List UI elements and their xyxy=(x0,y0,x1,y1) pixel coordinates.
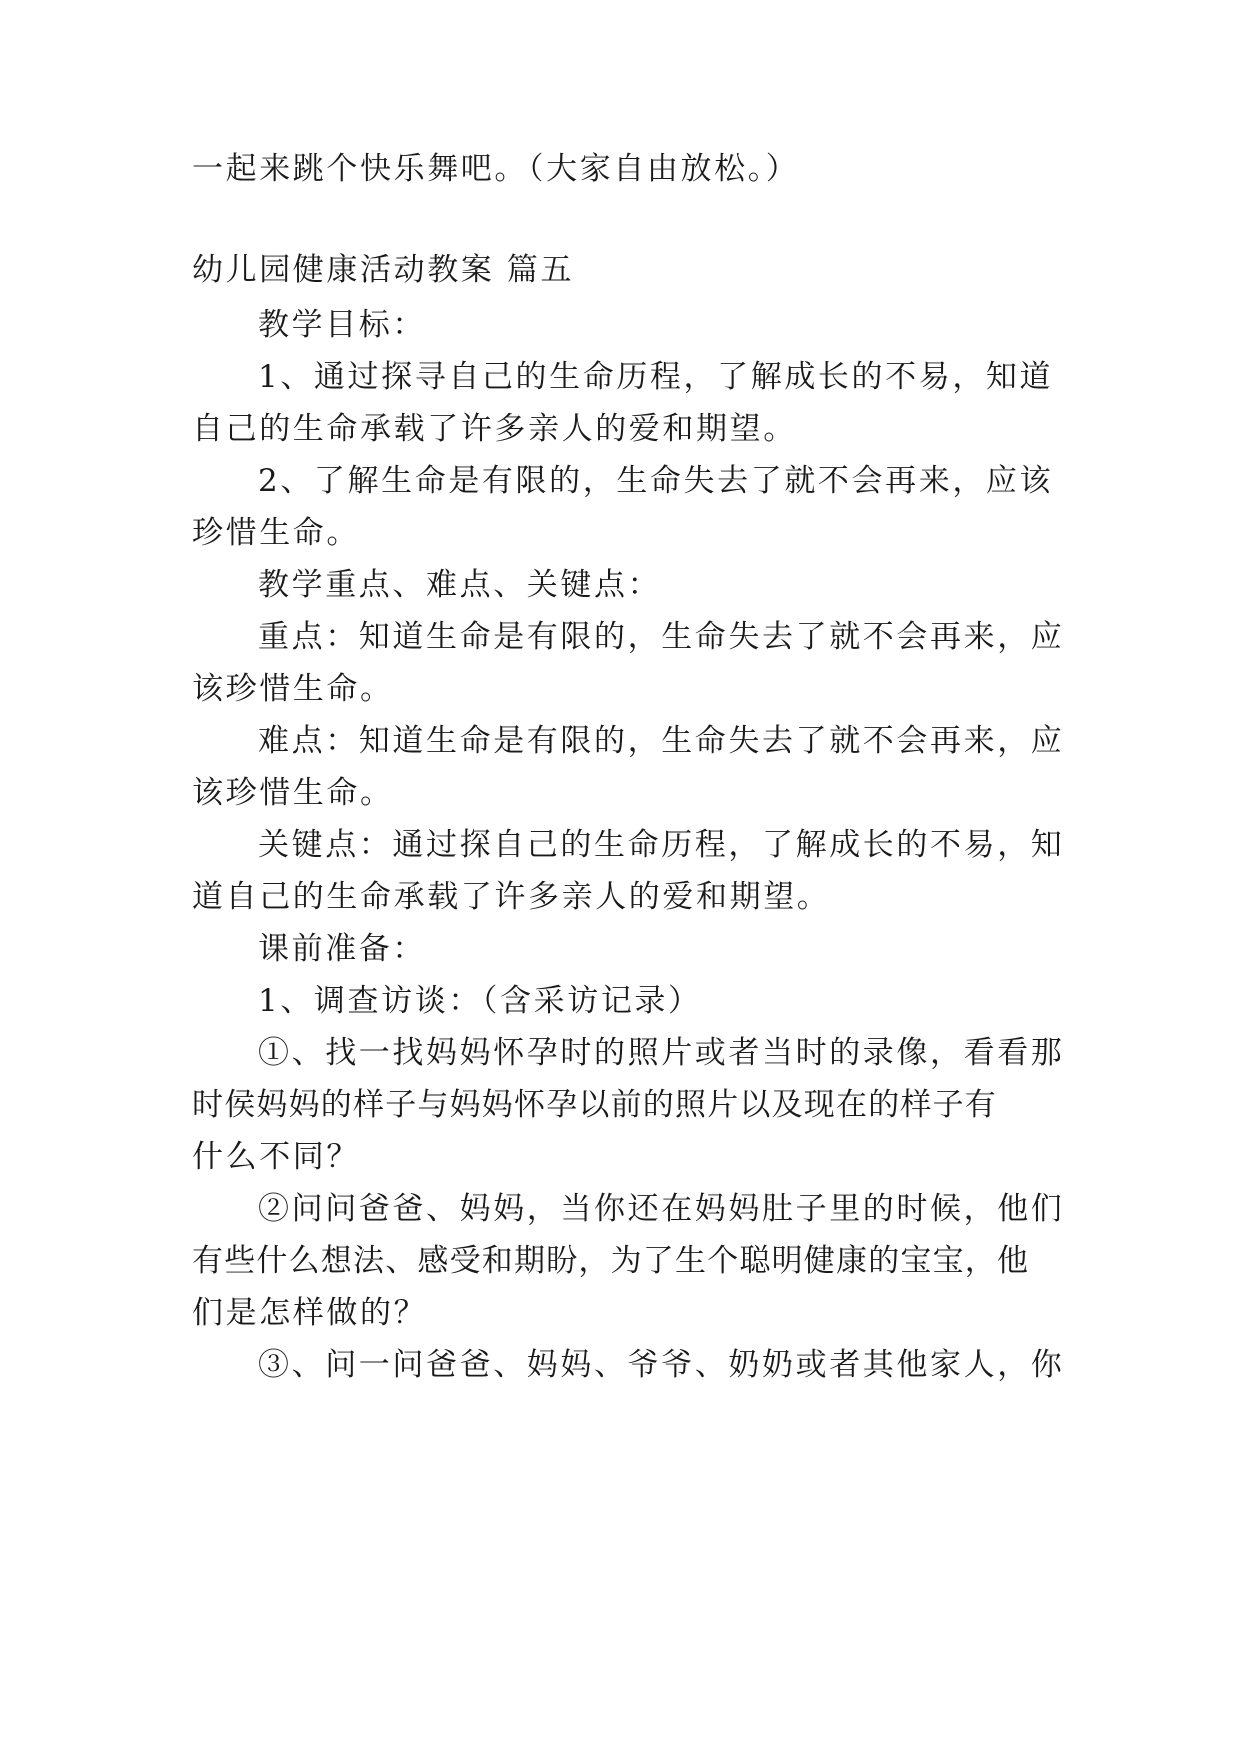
text-line: 该珍惜生命。 xyxy=(192,671,394,707)
text-line: 关键点：通过探自己的生命历程，了解成长的不易，知 xyxy=(258,827,1065,863)
text-line: 一起来跳个快乐舞吧。（大家自由放松。） xyxy=(192,151,800,187)
text-line: 难点：知道生命是有限的，生命失去了就不会再来，应 xyxy=(258,723,1065,759)
text-line: 珍惜生命。 xyxy=(192,515,360,551)
text-line: 1、通过探寻自己的生命历程，了解成长的不易，知道 xyxy=(258,359,1054,395)
section-heading: 幼儿园健康活动教案 篇五 xyxy=(192,252,575,288)
text-line: 1、调查访谈：（含采访记录） xyxy=(258,983,702,1019)
text-line: 教学目标： xyxy=(258,307,426,343)
text-line: ②问问爸爸、妈妈，当你还在妈妈肚子里的时候，他们 xyxy=(258,1191,1065,1227)
text-line: ③、问一问爸爸、妈妈、爷爷、奶奶或者其他家人，你 xyxy=(258,1347,1065,1383)
text-line: 时侯妈妈的样子与妈妈怀孕以前的照片以及现在的样子有 xyxy=(192,1087,997,1123)
text-line: 有些什么想法、感受和期盼，为了生个聪明健康的宝宝，他 xyxy=(192,1243,1030,1279)
text-line: 道自己的生命承载了许多亲人的爱和期望。 xyxy=(192,879,831,915)
text-line: 该珍惜生命。 xyxy=(192,775,394,811)
text-line: 2、了解生命是有限的，生命失去了就不会再来，应该 xyxy=(258,463,1054,499)
text-line: 课前准备： xyxy=(258,931,426,967)
text-line: 自己的生命承载了许多亲人的爱和期望。 xyxy=(192,411,797,447)
text-line: 们是怎样做的？ xyxy=(192,1295,428,1331)
text-line: 教学重点、难点、关键点： xyxy=(258,567,662,603)
text-line: 什么不同？ xyxy=(192,1139,360,1175)
text-line: 重点：知道生命是有限的，生命失去了就不会再来，应 xyxy=(258,619,1065,655)
text-line: ①、找一找妈妈怀孕时的照片或者当时的录像，看看那 xyxy=(258,1035,1065,1071)
